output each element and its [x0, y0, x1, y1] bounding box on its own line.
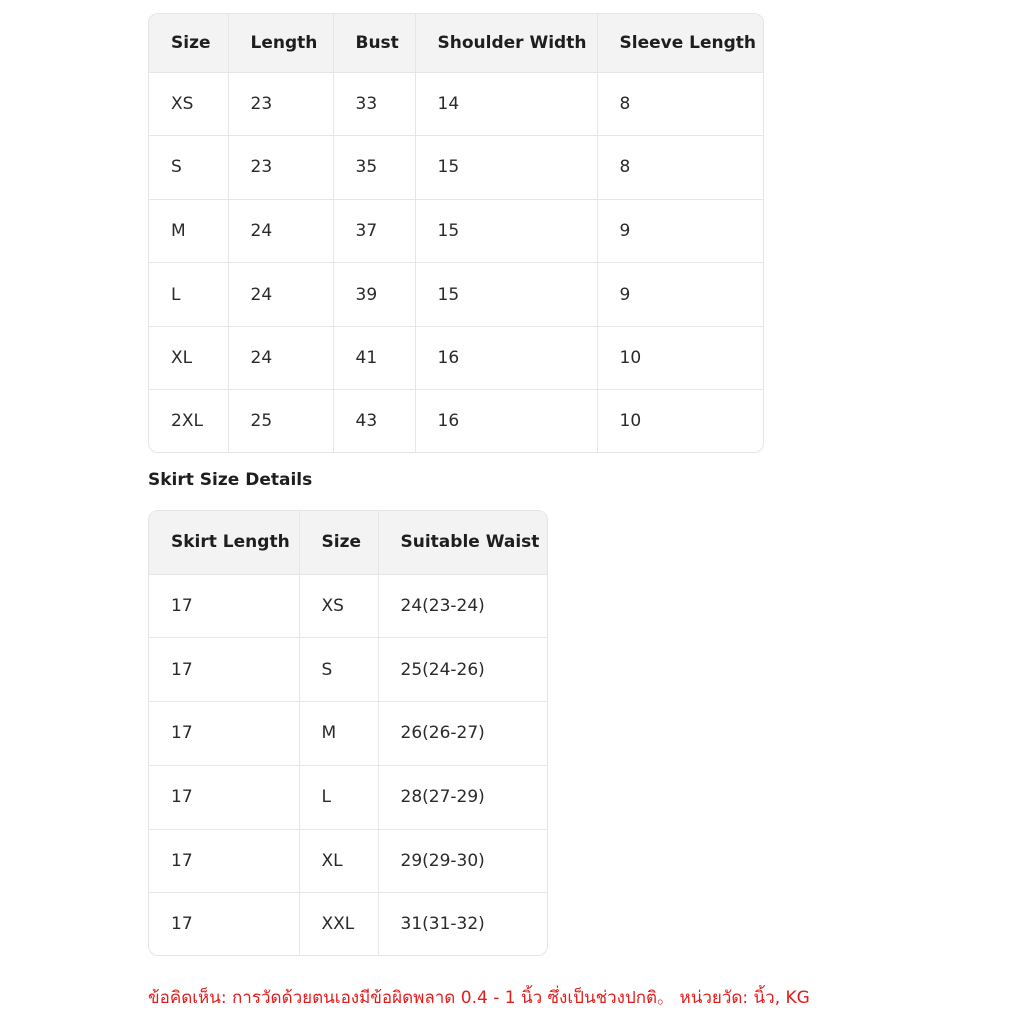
cell-length: 24 — [228, 326, 333, 390]
cell-suitable-waist: 28(27-29) — [378, 765, 547, 829]
table-row — [149, 199, 763, 263]
cell-length: 25 — [228, 390, 333, 452]
table-row — [149, 72, 763, 136]
col-header-shoulder-width: Shoulder Width — [415, 14, 597, 72]
col-header-size: Size — [299, 511, 378, 574]
cell-size: L — [149, 263, 228, 327]
table-row — [149, 765, 547, 829]
cell-length: 24 — [228, 263, 333, 327]
cell-size: XS — [299, 574, 378, 638]
cell-size: XL — [149, 326, 228, 390]
skirt-table-header-row — [149, 511, 547, 574]
cell-sleeve-length: 8 — [597, 136, 763, 200]
cell-size: S — [299, 638, 378, 702]
cell-length: 23 — [228, 72, 333, 136]
cell-bust: 33 — [333, 72, 415, 136]
cell-size: M — [149, 199, 228, 263]
table-row — [149, 136, 763, 200]
cell-shoulder-width: 15 — [415, 136, 597, 200]
table-row — [149, 263, 763, 327]
cell-skirt-length: 17 — [149, 638, 299, 702]
table-row — [149, 326, 763, 390]
cell-suitable-waist: 24(23-24) — [378, 574, 547, 638]
cell-skirt-length: 17 — [149, 893, 299, 955]
table-row — [149, 638, 547, 702]
col-header-skirt-length: Skirt Length — [149, 511, 299, 574]
cell-shoulder-width: 15 — [415, 263, 597, 327]
table-row — [149, 702, 547, 766]
table-row — [149, 390, 763, 452]
cell-bust: 39 — [333, 263, 415, 327]
cell-bust: 37 — [333, 199, 415, 263]
cell-bust: 41 — [333, 326, 415, 390]
cell-sleeve-length: 9 — [597, 199, 763, 263]
cell-sleeve-length: 9 — [597, 263, 763, 327]
table-row — [149, 574, 547, 638]
cell-size: XS — [149, 72, 228, 136]
col-header-size: Size — [149, 14, 228, 72]
col-header-length: Length — [228, 14, 333, 72]
cell-size: S — [149, 136, 228, 200]
table-row — [149, 893, 547, 955]
skirt-section-title: Skirt Size Details — [148, 470, 313, 490]
col-header-sleeve-length: Sleeve Length — [597, 14, 763, 72]
cell-length: 23 — [228, 136, 333, 200]
cell-sleeve-length: 8 — [597, 72, 763, 136]
cell-suitable-waist: 31(31-32) — [400, 914, 485, 935]
cell-shoulder-width: 16 — [415, 390, 597, 452]
col-header-bust: Bust — [333, 14, 415, 72]
cell-sleeve-length: 10 — [597, 326, 763, 390]
cell-bust: 35 — [333, 136, 415, 200]
cell-suitable-waist: 29(29-30) — [378, 829, 547, 893]
cell-skirt-length: 17 — [149, 765, 299, 829]
measurement-note: ข้อคิดเห็น: การวัดด้วยตนเองมีข้อผิดพลาด 0.4 - 1 นิ้ว ซึ่งเป็นช่วงปกติ。 หน่วยวัด: นิ้ว, KG — [148, 988, 810, 1008]
top-size-table — [148, 13, 764, 453]
cell-skirt-length: 17 — [149, 702, 299, 766]
cell-size: M — [299, 702, 378, 766]
cell-shoulder-width: 14 — [415, 72, 597, 136]
cell-skirt-length: 17 — [149, 829, 299, 893]
cell-shoulder-width: 15 — [415, 199, 597, 263]
cell-suitable-waist: 26(26-27) — [378, 702, 547, 766]
col-header-suitable-waist: Suitable Waist — [378, 511, 547, 574]
cell-skirt-length: 17 — [149, 574, 299, 638]
cell-size: 2XL — [149, 390, 228, 452]
cell-size: XXL — [299, 893, 378, 955]
cell-shoulder-width: 16 — [415, 326, 597, 390]
cell-size: XL — [299, 829, 378, 893]
skirt-size-table — [148, 510, 548, 956]
cell-sleeve-length: 10 — [619, 411, 642, 432]
table-row — [149, 829, 547, 893]
cell-bust: 43 — [333, 390, 415, 452]
cell-suitable-waist: 25(24-26) — [378, 638, 547, 702]
top-table-header-row — [149, 14, 763, 72]
cell-length: 24 — [228, 199, 333, 263]
cell-size: L — [299, 765, 378, 829]
